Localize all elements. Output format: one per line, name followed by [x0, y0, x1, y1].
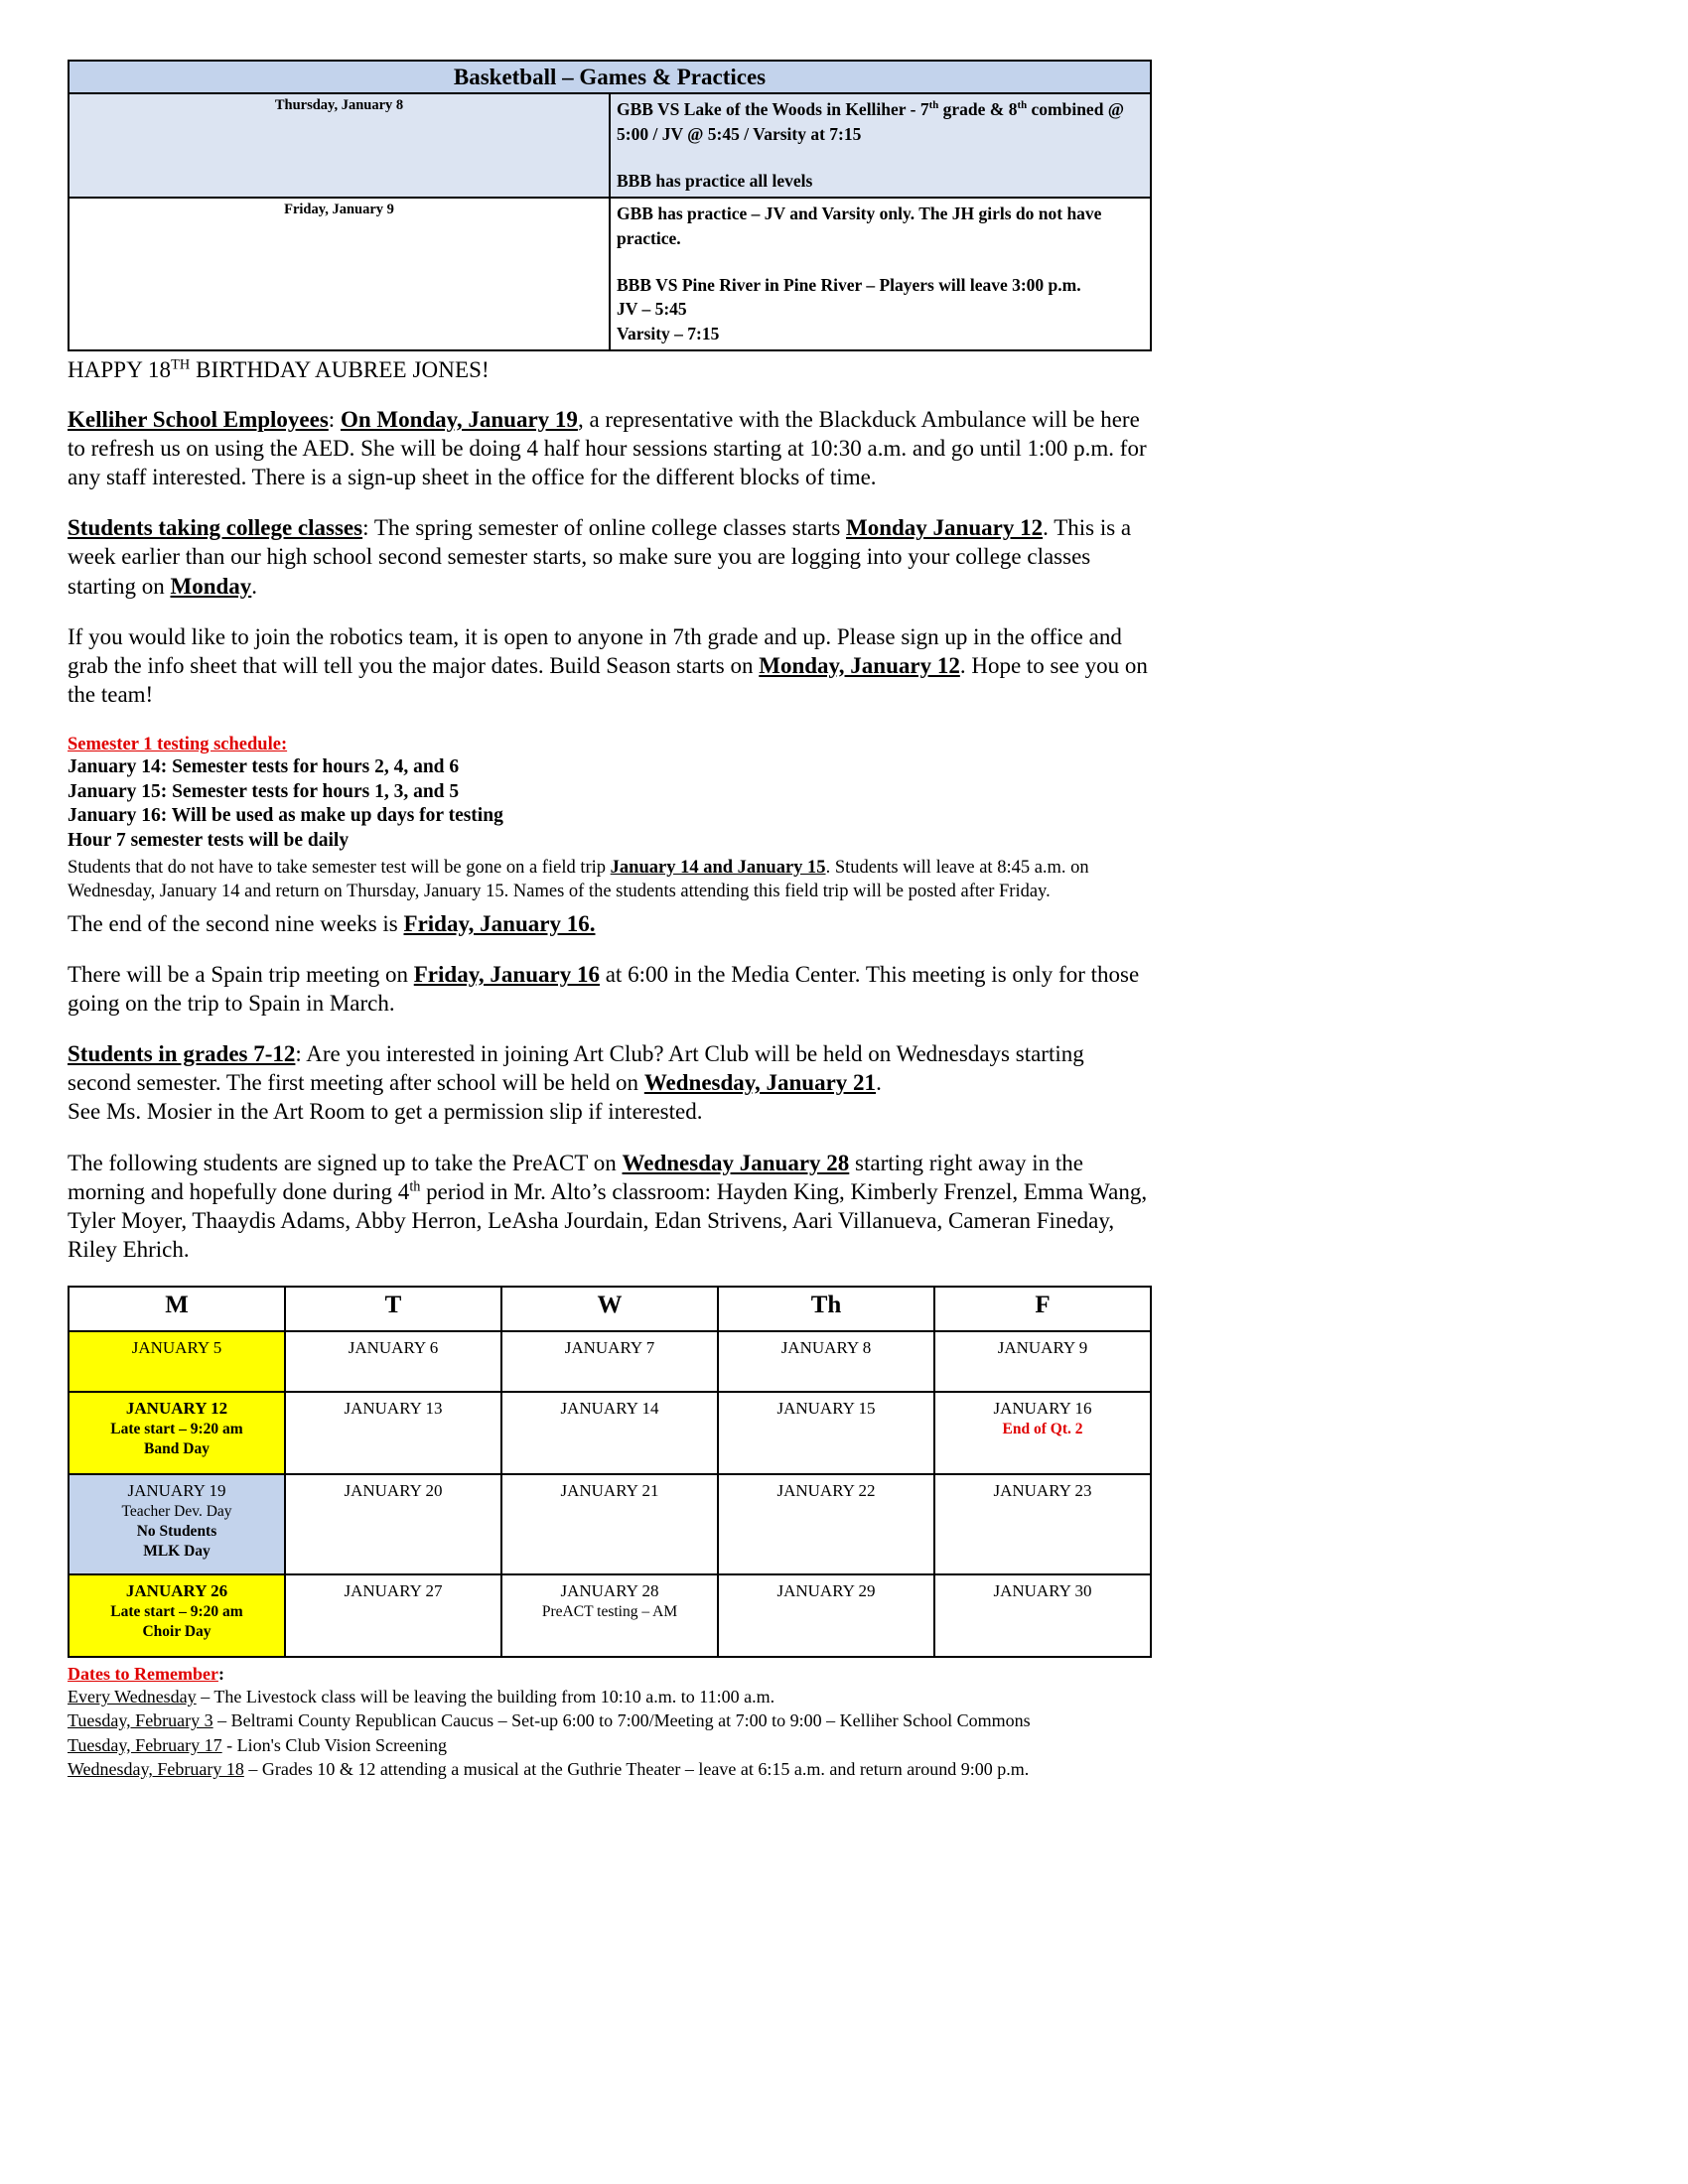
- calendar-cell: JANUARY 8: [718, 1331, 934, 1392]
- ordinal-suffix-7th: th: [928, 99, 939, 112]
- employees-label: Kelliher School Employees: [68, 407, 329, 433]
- calendar-header-t: T: [285, 1287, 501, 1331]
- basketball-title: Basketball – Games & Practices: [69, 61, 1151, 93]
- calendar-cell: JANUARY 29: [718, 1574, 934, 1657]
- dtr-text: – Grades 10 & 12 attending a musical at the Guthrie Theater – leave at 6:15 a.m. and return around 9:00 p.m.: [243, 1759, 1030, 1780]
- field-trip-paragraph: Students that do not have to take semester test will be gone on a field trip January 14 and January 15. Students will leave at 8:45 a.m. on Wednesday, January 14 and return on Thursday, January 15. Names of the students attending this field trip will be posted after Friday.: [68, 857, 1089, 901]
- dates-to-remember-heading: Dates to Remember:: [68, 1663, 224, 1684]
- ordinal-suffix-th: TH: [171, 356, 191, 373]
- testing-line-2: January 15: Semester tests for hours 1, 3, and 5: [68, 780, 460, 802]
- calendar-cell: JANUARY 20: [285, 1474, 501, 1574]
- dtr-label: Every Wednesday: [68, 1686, 197, 1706]
- robotics-build-date: Monday, January 12: [759, 652, 960, 678]
- dtr-text: – The Livestock class will be leaving the building from 10:10 a.m. to 11:00 a.m.: [196, 1686, 775, 1706]
- employees-body: , a representative with the Blackduck Ambulance will be here to refresh us on using the AED. She will be doing 4 half hour sessions starting at 10:30 a.m. and go until 1:00 p.m. for any staff interested. There is a sign-up sheet in the office for the different blocks of time.: [68, 407, 1147, 490]
- art-club-label: Students in grades 7-12: [68, 1041, 296, 1067]
- gbb-practice-line: GBB has practice – JV and Varsity only. The JH girls do not have practice.: [617, 203, 1102, 248]
- college-label: Students taking college classes: [68, 515, 363, 541]
- basketball-day-friday: Friday, January 9: [69, 198, 610, 350]
- calendar-cell: JANUARY 28 PreACT testing – AM: [501, 1574, 718, 1657]
- calendar-cell: JANUARY 14: [501, 1392, 718, 1474]
- spain-meeting-date: Friday, January 16: [413, 962, 600, 988]
- dtr-text: - Lion's Club Vision Screening: [221, 1734, 447, 1755]
- calendar-cell: JANUARY 6: [285, 1331, 501, 1392]
- calendar-cell: JANUARY 5: [69, 1331, 285, 1392]
- calendar-cell: JANUARY 13: [285, 1392, 501, 1474]
- testing-line-1: January 14: Semester tests for hours 2, 4, and 6: [68, 755, 460, 777]
- preact-paragraph: The following students are signed up to take the PreACT on Wednesday January 28 starting right away in the morning and hopefully done during 4th period in Mr. Alto’s classroom: Hayden King, Kimberly Frenzel, Emma Wang, Tyler Moyer, Thaaydis Adams, Abby Herron, LeAsha Jourdain, Edan Strivens, Aari Villanueva, Cameran Fineday, Riley Ehrich.: [68, 1150, 1148, 1262]
- calendar-cell: JANUARY 9: [934, 1331, 1151, 1392]
- dates-to-remember-item: [68, 1733, 1152, 1757]
- testing-line-4: Hour 7 semester tests will be daily: [68, 830, 350, 852]
- art-club-permission: See Ms. Mosier in the Art Room to get a permission slip if interested.: [68, 1099, 703, 1125]
- ordinal-suffix-4th: th: [409, 1177, 421, 1194]
- calendar-cell: JANUARY 12 Late start – 9:20 am Band Day: [69, 1392, 285, 1474]
- employees-date: On Monday, January 19: [340, 407, 578, 433]
- dates-to-remember-item: [68, 1685, 1152, 1708]
- january-calendar-table: [68, 1286, 1152, 1658]
- ordinal-suffix-8th: th: [1017, 99, 1028, 112]
- spain-trip-paragraph: There will be a Spain trip meeting on Friday, January 16 at 6:00 in the Media Center. This meeting is only for those going on the trip to Spain in March.: [68, 962, 1140, 1017]
- calendar-header-f: F: [934, 1287, 1151, 1331]
- basketball-schedule-table: [68, 60, 1152, 351]
- basketball-detail-friday: [610, 198, 1151, 350]
- calendar-cell: JANUARY 16 End of Qt. 2: [934, 1392, 1151, 1474]
- college-classes-paragraph: Students taking college classes: The spring semester of online college classes starts Monday January 12. This is a week earlier than our high school second semester starts, so make sure you are logging into your college classes starting on Monday.: [68, 515, 1132, 599]
- gbb-game-line: GBB VS Lake of the Woods in Kelliher - 7th grade & 8th combined @ 5:00 / JV @ 5:45 / Varsity at 7:15: [617, 99, 1125, 145]
- calendar-header-th: Th: [718, 1287, 934, 1331]
- art-club-paragraph: Students in grades 7-12: Are you interested in joining Art Club? Art Club will be held on Wednesdays starting second semester. The first meeting after school will be held on Wednesday, January 21. See Ms. Mosier in the Art Room to get a permission slip if interested.: [68, 1041, 1084, 1125]
- dates-to-remember-item: [68, 1708, 1152, 1732]
- varsity-time-line: Varsity – 7:15: [617, 324, 720, 344]
- preact-date: Wednesday January 28: [622, 1150, 850, 1175]
- basketball-detail-thursday: [610, 93, 1151, 198]
- testing-line-3: January 16: Will be used as make up days for testing: [68, 805, 503, 827]
- calendar-week-2: [69, 1392, 1151, 1474]
- calendar-cell: JANUARY 21: [501, 1474, 718, 1574]
- basketball-title-row: [69, 61, 1151, 93]
- robotics-paragraph: If you would like to join the robotics team, it is open to anyone in 7th grade and up. Please sign up in the office and grab the info sheet that will tell you the major dates. Build Season starts on Monday, January 12. Hope to see you on the team!: [68, 623, 1148, 707]
- nine-weeks-paragraph: The end of the second nine weeks is Friday, January 16.: [68, 910, 596, 936]
- testing-schedule-heading: Semester 1 testing schedule:: [68, 734, 288, 754]
- calendar-cell: JANUARY 22: [718, 1474, 934, 1574]
- spacer: [617, 251, 1144, 273]
- bbb-practice-line: BBB has practice all levels: [617, 170, 813, 191]
- art-club-date: Wednesday, January 21: [643, 1070, 877, 1096]
- calendar-cell: JANUARY 27: [285, 1574, 501, 1657]
- calendar-cell: JANUARY 15: [718, 1392, 934, 1474]
- nine-weeks-date: Friday, January 16.: [403, 910, 596, 936]
- preact-testing-note: PreACT testing – AM: [541, 1603, 678, 1621]
- basketball-row-friday: [69, 198, 1151, 350]
- calendar-cell: JANUARY 7: [501, 1331, 718, 1392]
- spacer: [617, 147, 1144, 169]
- jv-time-line: JV – 5:45: [617, 299, 687, 320]
- dtr-label: Tuesday, February 17: [68, 1734, 222, 1755]
- college-start-date: Monday January 12: [846, 515, 1044, 541]
- dtr-label: Wednesday, February 18: [68, 1759, 244, 1780]
- employees-paragraph: Kelliher School Employees: On Monday, January 19, a representative with the Blackduck Ambulance will be here to refresh us on using the AED. She will be doing 4 half hour sessions starting at 10:30 a.m. and go until 1:00 p.m. for any staff interested. There is a sign-up sheet in the office for the different blocks of time.: [68, 407, 1147, 490]
- calendar-header-row: [69, 1287, 1151, 1331]
- bbb-game-line: BBB VS Pine River in Pine River – Players will leave 3:00 p.m.: [617, 274, 1081, 295]
- calendar-cell: JANUARY 19 Teacher Dev. Day No Students MLK Day: [69, 1474, 285, 1574]
- dates-to-remember-item: [68, 1757, 1152, 1781]
- field-trip-dates: January 14 and January 15: [610, 857, 826, 878]
- calendar-week-1: [69, 1331, 1151, 1392]
- end-of-quarter-note: End of Qt. 2: [1002, 1421, 1083, 1438]
- dtr-text: – Beltrami County Republican Caucus – Set-up 6:00 to 7:00/Meeting at 7:00 to 9:00 – Kelliher School Commons: [212, 1710, 1031, 1731]
- calendar-cell: JANUARY 23: [934, 1474, 1151, 1574]
- calendar-cell: JANUARY 26 Late start – 9:20 am Choir Day: [69, 1574, 285, 1657]
- college-monday: Monday: [170, 573, 252, 599]
- calendar-week-4: [69, 1574, 1151, 1657]
- calendar-week-3: [69, 1474, 1151, 1574]
- calendar-header-w: W: [501, 1287, 718, 1331]
- birthday-announcement: HAPPY 18TH BIRTHDAY AUBREE JONES!: [68, 356, 490, 383]
- calendar-header-m: M: [69, 1287, 285, 1331]
- calendar-cell: JANUARY 30: [934, 1574, 1151, 1657]
- basketball-day-thursday: Thursday, January 8: [69, 93, 610, 198]
- dtr-label: Tuesday, February 3: [68, 1710, 213, 1731]
- basketball-row-thursday: [69, 93, 1151, 198]
